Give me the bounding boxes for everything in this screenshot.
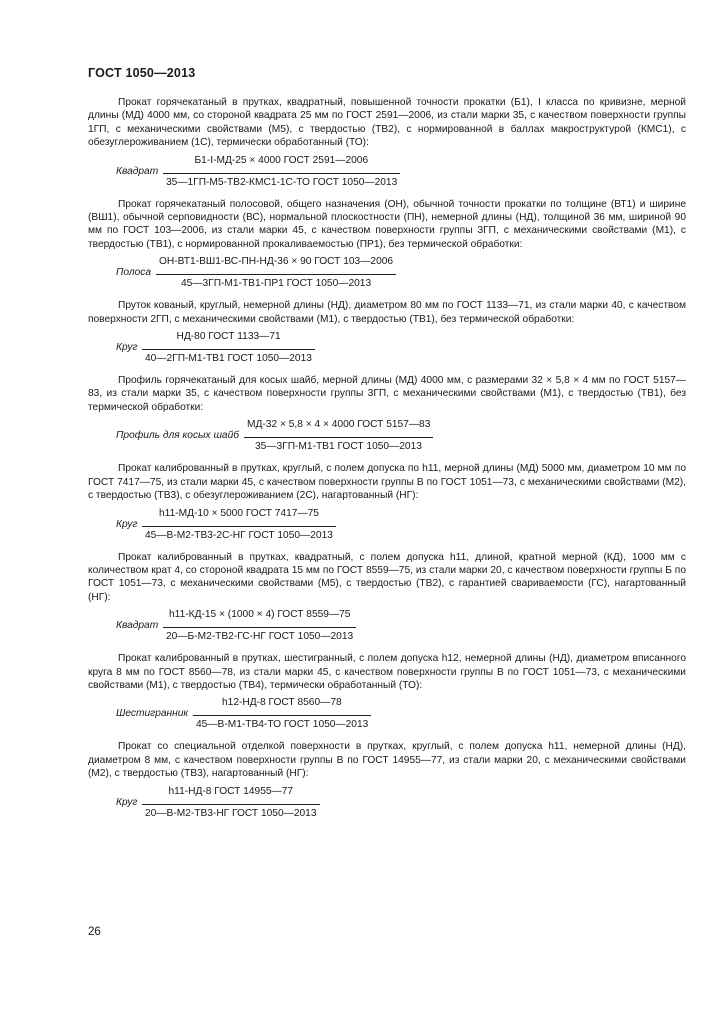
paragraph: Прокат со специальной отделкой поверхности в прутках, круглый, с полем допуска h11, немерной длины (НД), диаметром 8 мм, с качеством поверхности группы В по ГОСТ 14955—77, из стали марки 20, с механическими свойствами (М2), с твердостью (ТВ3), нагартованный (НГ): [88, 741, 686, 780]
formula-denominator: 45—3ГП-М1-ТВ1-ПР1 ГОСТ 1050—2013 [181, 278, 372, 290]
designation-formula [88, 330, 686, 370]
fraction-bar [142, 349, 315, 350]
paragraph: Профиль горячекатаный для косых шайб, мерной длины (МД) 4000 мм, с размерами 32 × 5,8 × 4 мм по ГОСТ 5157—83, из стали марки 35, с качеством поверхности группы 3ГП, с механическими свойствами (М1), с твердостью (ТВ1), без термической обработки: [88, 375, 686, 413]
formula-denominator: 20—В-М2-ТВ3-НГ ГОСТ 1050—2013 [145, 807, 317, 819]
fraction-bar [193, 715, 371, 716]
paragraph: Прокат горячекатаный в прутках, квадратный, повышенной точности прокатки (Б1), I класса по кривизне, мерной длины (МД) 4000 мм, со стороной квадрата 25 мм по ГОСТ 2591—2006, из стали марки 35, с качеством поверхности группы 1ГП, с механическими свойствами (М5), с твердостью (ТВ2), с нормированной в баллах макроструктурой (КМС1), с обезуглероживанием (1С), термически обработанный (ТО): [88, 97, 686, 149]
formula-label: Круг [116, 518, 138, 530]
formula-denominator: 45—В-М1-ТВ4-ТО ГОСТ 1050—2013 [196, 719, 369, 731]
designation-formula [88, 418, 686, 458]
formula-label: Круг [116, 342, 138, 354]
formula-numerator: h11-КД-15 × (1000 × 4) ГОСТ 8559—75 [169, 609, 351, 621]
paragraph: Прокат горячекатаный полосовой, общего назначения (ОН), обычной точности прокатки по толщине (ВТ1) и ширине (ВШ1), обычной серповидности (ВС), нормальной плоскостности (ПН), немерной длины (НД), толщиной 36 мм, шириной 90 мм по ГОСТ 103—2006, из стали марки 45, с качеством поверхности группы 3ГП, с механическими свойствами (М1), с твердостью (ТВ1), с нормированной прокаливаемостью (ПР1), без термической обработки: [88, 198, 686, 250]
fraction-bar [142, 804, 320, 805]
fraction-bar [142, 526, 336, 527]
designation-formula [88, 785, 686, 825]
designation-formula [88, 696, 686, 736]
formula-numerator: h11-НД-8 ГОСТ 14955—77 [168, 785, 294, 797]
formula-label: Профиль для косых шайб [116, 430, 239, 442]
formula-label: Круг [116, 796, 138, 808]
designation-formula [88, 608, 686, 648]
formula-denominator: 45—В-М2-ТВ3-2С-НГ ГОСТ 1050—2013 [145, 529, 333, 541]
fraction-bar [163, 173, 400, 174]
formula-denominator: 35—1ГП-М5-ТВ2-КМС1-1С-ТО ГОСТ 1050—2013 [166, 176, 398, 188]
document-body [88, 96, 686, 829]
formula-numerator: h12-НД-8 ГОСТ 8560—78 [222, 697, 342, 709]
formula-numerator: h11-МД-10 × 5000 ГОСТ 7417—75 [159, 507, 319, 519]
formula-label: Квадрат [116, 620, 159, 632]
paragraph: Пруток кованый, круглый, немерной длины (НД), диаметром 80 мм по ГОСТ 1133—71, из стали марки 40, с качеством поверхности 2ГП, с механическими свойствами (М1), с твердостью (ТВ1), без термической обработки: [88, 300, 686, 325]
fraction-bar [163, 627, 356, 628]
fraction-bar [244, 437, 433, 438]
formula-numerator: МД-32 × 5,8 × 4 × 4000 ГОСТ 5157—83 [247, 419, 431, 431]
formula-denominator: 40—2ГП-М1-ТВ1 ГОСТ 1050—2013 [145, 353, 312, 365]
paragraph: Прокат калиброванный в прутках, круглый, с полем допуска по h11, мерной длины (МД) 5000 мм, диаметром 10 мм по ГОСТ 7417—75, из стали марки 45, с качеством поверхности группы В по ГОСТ 1051—73, с механическими свойствами (М2), с твердостью (ТВ3), с обезуглероживанием (2С), нагартованный (НГ): [88, 463, 686, 502]
formula-numerator: Б1-I-МД-25 × 4000 ГОСТ 2591—2006 [194, 154, 369, 166]
designation-formula [88, 507, 686, 547]
paragraph: Прокат калиброванный в прутках, квадратный, с полем допуска h11, длиной, кратной мерной (КД), 1000 мм с количеством крат 4, со стороной квадрата 15 мм по ГОСТ 8559—75, из стали марки 20, с качеством поверхности группы Б по ГОСТ 1051—73, с механическими свойствами (М5), с твердостью (ТВ2), с гарантией свариваемости (ГС), нагартованный (НГ): [88, 551, 686, 603]
formula-numerator: ОН-ВТ1-ВШ1-ВС-ПН-НД-36 × 90 ГОСТ 103—2006 [159, 256, 394, 268]
formula-label: Шестигранник [116, 708, 189, 720]
formula-label: Полоса [116, 267, 151, 279]
fraction-bar [156, 274, 396, 275]
formula-denominator: 20—Б-М2-ТВ2-ГС-НГ ГОСТ 1050—2013 [166, 631, 354, 643]
paragraph: Прокат калиброванный в прутках, шестигранный, с полем допуска h12, немерной длины (НД), диаметром вписанного круга 8 мм по ГОСТ 8560—78, из стали марки 45, с качеством поверхности группы В по ГОСТ 1051—73, с механическими свойствами (М1), с твердостью (ТВ4), термически обработанный (ТО): [88, 653, 686, 691]
formula-label: Квадрат [116, 165, 159, 177]
designation-formula [88, 154, 686, 194]
formula-numerator: НД-80 ГОСТ 1133—71 [176, 331, 281, 343]
designation-formula [88, 255, 686, 295]
formula-denominator: 35—3ГП-М1-ТВ1 ГОСТ 1050—2013 [255, 441, 422, 453]
page-number: 26 [88, 926, 101, 938]
document-header: ГОСТ 1050—2013 [88, 66, 196, 80]
